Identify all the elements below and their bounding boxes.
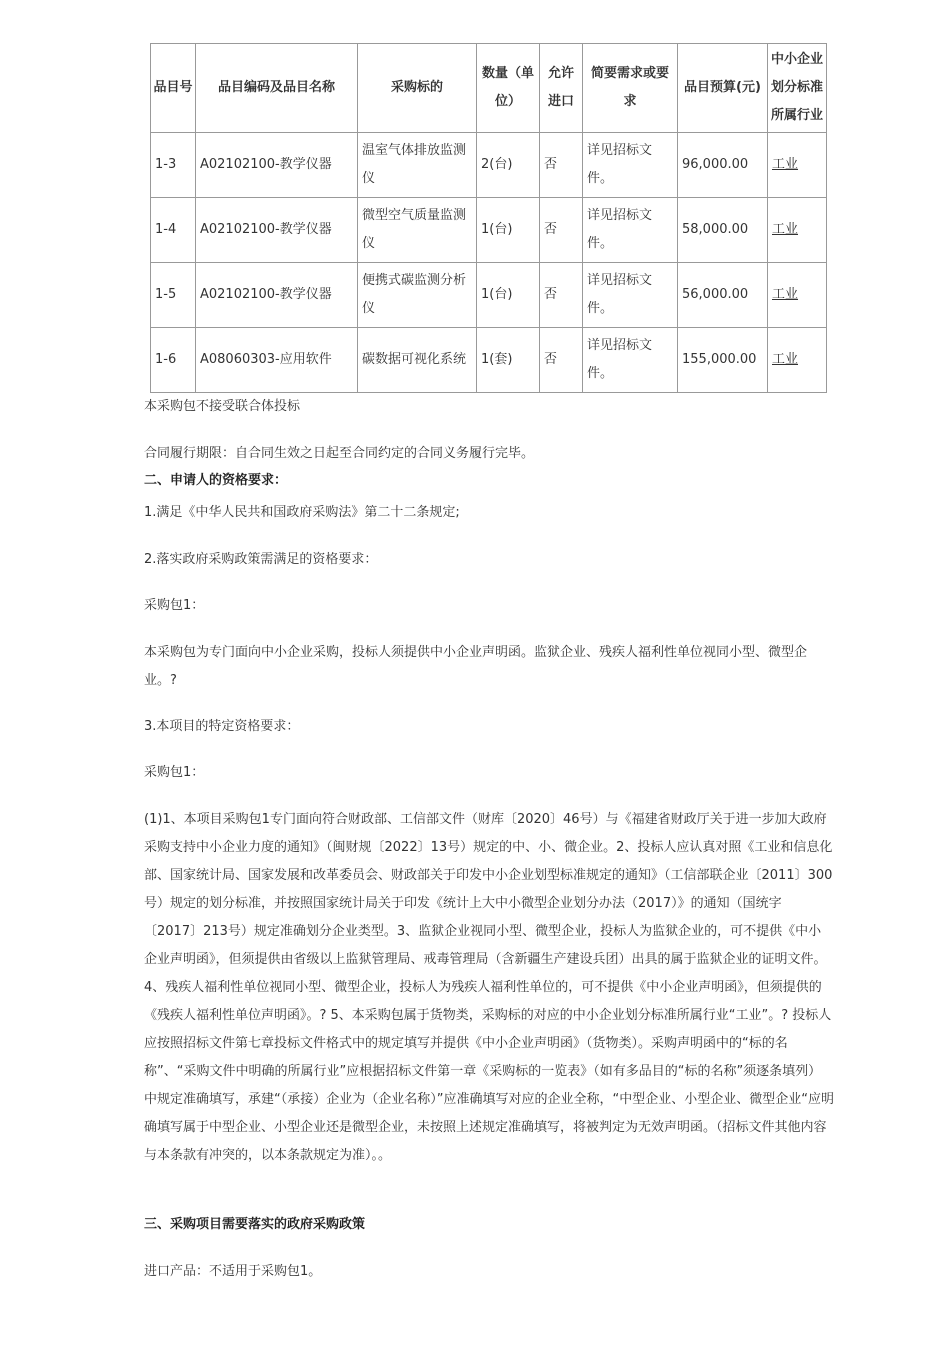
cell-target: 微型空气质量监测仪 (358, 198, 477, 263)
package-1-label: 采购包1： (144, 598, 205, 613)
cell-target: 温室气体排放监测仪 (358, 133, 477, 198)
specific-qualification-text: (1)1、本项目采购包1专门面向符合财政部、工信部文件（财库〔2020〕46号）与《福建省财政厅关于进一步加大政府采购支持中小企业力度的通知》（闽财规〔2022〕13号）规定的中、小、微企业。2、投标人应认真对照《工业和信息化部、国家统计局、国家发展和改革委员会、财政部关于印发中小企业划型标准规定的通知》（工信部联企业〔2011〕300号）规定的划分标准，并按照国家统计局关于印发《统计上大中小微型企业划分办法（2017）》的通知（国统字〔2017〕213号）规定准确划分企业类型。3、监狱企业视同小型、微型企业，投标人为监狱企业的，可不提供《中小企业声明函》，但须提供由省级以上监狱管理局、戒毒管理局（含新疆生产建设兵团）出具的属于监狱企业的证明文件。4、残疾人福利性单位视同小型、微型企业，投标人为残疾人福利性单位的，可不提供《中小企业声明函》，但须提供的《残疾人福利性单位声明函》。? 5、本采购包属于货物类，采购标的对应的中小企业划分标准所属行业“工业”。? 投标人应按照招标文件第七章投标文件格式中的规定填写并提供《中小企业声明函》（货物类）。采购声明函中的“标的名称”、“采购文件中明确的所属行业”应根据招标文件第一章《采购标的一览表》（如有多品目的“标的名称”须逐条填列）中规定准确填写，承建“（承接）企业为（企业名称）”应准确填写对应的企业全称，“中型企业、小型企业、微型企业“应明确填写属于中型企业、小型企业还是微型企业，未按照上述规定准确填写，将被判定为无效声明函。（招标文件其他内容与本条款有冲突的，以本条款规定为准）。。 (144, 812, 834, 1163)
cell-budget: 56,000.00 (678, 263, 768, 328)
cell-quantity: 1(台) (477, 263, 540, 328)
cell-code-name: A02102100-教学仪器 (196, 133, 358, 198)
cell-item-no: 1-3 (151, 133, 196, 198)
cell-industry (768, 328, 827, 393)
cell-requirements: 详见招标文件。 (583, 133, 678, 198)
table-row (151, 328, 827, 393)
cell-quantity: 1(套) (477, 328, 540, 393)
requirement-1: 1.满足《中华人民共和国政府采购法》第二十二条规定; (144, 505, 460, 520)
requirement-2: 2.落实政府采购政策需满足的资格要求： (144, 552, 378, 567)
cell-industry (768, 198, 827, 263)
cell-budget: 96,000.00 (678, 133, 768, 198)
cell-budget: 155,000.00 (678, 328, 768, 393)
header-budget: 品目预算(元) (678, 44, 768, 133)
header-import-allowed: 允许进口 (540, 44, 583, 133)
industry-link[interactable]: 工业 (772, 352, 799, 367)
table-row (151, 198, 827, 263)
cell-requirements: 详见招标文件。 (583, 328, 678, 393)
header-code-name: 品目编码及品目名称 (196, 44, 358, 133)
import-products-note: 进口产品：不适用于采购包1。 (144, 1264, 322, 1279)
cell-industry (768, 263, 827, 328)
table-row (151, 133, 827, 198)
requirement-3: 3.本项目的特定资格要求： (144, 719, 300, 734)
header-requirements: 简要需求或要求 (583, 44, 678, 133)
table-header-row (151, 44, 827, 133)
header-item-no: 品目号 (151, 44, 196, 133)
package-1-label-2: 采购包1： (144, 765, 205, 780)
cell-target: 碳数据可视化系统 (358, 328, 477, 393)
cell-item-no: 1-6 (151, 328, 196, 393)
contract-period: 合同履行期限：自合同生效之日起至合同约定的合同义务履行完毕。 (144, 446, 535, 461)
cell-quantity: 1(台) (477, 198, 540, 263)
cell-item-no: 1-5 (151, 263, 196, 328)
cell-target: 便携式碳监测分析仪 (358, 263, 477, 328)
cell-quantity: 2(台) (477, 133, 540, 198)
no-consortium-note: 本采购包不接受联合体投标 (144, 399, 301, 414)
cell-requirements: 详见招标文件。 (583, 198, 678, 263)
cell-import-allowed: 否 (540, 328, 583, 393)
cell-import-allowed: 否 (540, 263, 583, 328)
header-quantity: 数量（单位） (477, 44, 540, 133)
cell-item-no: 1-4 (151, 198, 196, 263)
header-industry: 中小企业划分标准所属行业 (768, 44, 827, 133)
cell-industry (768, 133, 827, 198)
section-3-heading: 三、采购项目需要落实的政府采购政策 (144, 1217, 366, 1232)
cell-import-allowed: 否 (540, 198, 583, 263)
cell-code-name: A08060303-应用软件 (196, 328, 358, 393)
header-target: 采购标的 (358, 44, 477, 133)
cell-code-name: A02102100-教学仪器 (196, 198, 358, 263)
industry-link[interactable]: 工业 (772, 287, 799, 302)
section-2-heading: 二、申请人的资格要求： (144, 473, 288, 488)
sme-requirement-text: 本采购包为专门面向中小企业采购，投标人须提供中小企业声明函。监狱企业、残疾人福利性单位视同小型、微型企业。? (144, 645, 808, 688)
cell-requirements: 详见招标文件。 (583, 263, 678, 328)
cell-budget: 58,000.00 (678, 198, 768, 263)
table-row (151, 263, 827, 328)
industry-link[interactable]: 工业 (772, 157, 799, 172)
procurement-items-table (150, 43, 827, 393)
industry-link[interactable]: 工业 (772, 222, 799, 237)
cell-code-name: A02102100-教学仪器 (196, 263, 358, 328)
cell-import-allowed: 否 (540, 133, 583, 198)
